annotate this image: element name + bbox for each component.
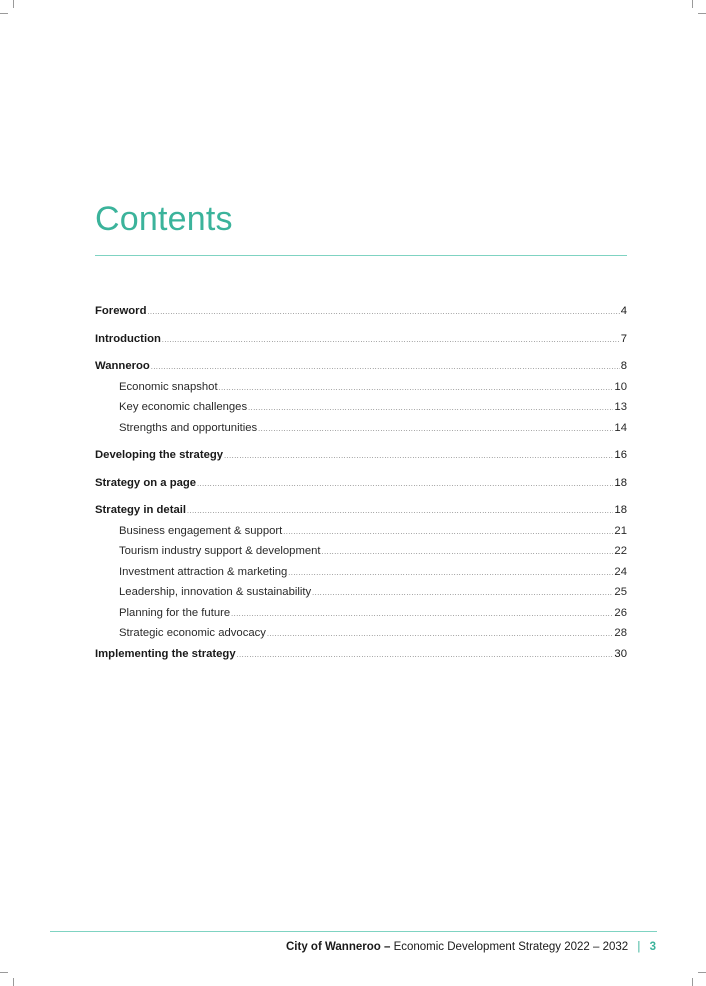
toc-entry[interactable] <box>95 446 627 467</box>
footer-divider <box>50 931 657 932</box>
toc-entry[interactable] <box>95 378 627 399</box>
toc-entry-page-number: 30 <box>614 647 627 660</box>
toc-dot-leader <box>267 625 613 645</box>
toc-entry[interactable] <box>95 474 627 495</box>
crop-mark-top-left-h <box>0 13 8 14</box>
toc-dot-leader <box>258 420 613 440</box>
toc-entry-page-number: 16 <box>614 449 627 461</box>
toc-entry-page-number: 18 <box>614 476 627 489</box>
toc-dot-leader <box>312 584 613 604</box>
toc-entry[interactable] <box>95 501 627 522</box>
toc-entry-label: Tourism industry support & development <box>119 545 321 557</box>
toc-entry-label: Strategy on a page <box>95 476 197 489</box>
crop-mark-bottom-left-v <box>13 978 14 986</box>
footer-organisation: City of Wanneroo – <box>286 941 391 953</box>
toc-dot-leader <box>237 646 614 666</box>
footer-document-title: Economic Development Strategy 2022 – 2032 <box>393 941 629 953</box>
toc-dot-leader <box>151 358 620 378</box>
toc-entry-label: Developing the strategy <box>95 449 224 461</box>
toc-entry-page-number: 13 <box>614 401 627 413</box>
toc-entry-label: Planning for the future <box>119 606 231 619</box>
toc-entry-label: Business engagement & support <box>119 524 283 537</box>
toc-entry[interactable] <box>95 624 627 645</box>
toc-entry-page-number: 25 <box>614 586 627 598</box>
crop-mark-bottom-left-h <box>0 972 8 973</box>
page-title: Contents <box>95 200 233 238</box>
toc-dot-leader <box>187 502 613 522</box>
toc-entry-label: Key economic challenges <box>119 401 248 413</box>
crop-mark-bottom-right-v <box>692 978 693 986</box>
toc-entry[interactable] <box>95 604 627 625</box>
table-of-contents <box>95 302 627 665</box>
title-divider <box>95 255 627 256</box>
toc-entry[interactable] <box>95 542 627 563</box>
toc-entry[interactable] <box>95 302 627 323</box>
crop-mark-top-left-v <box>13 0 14 8</box>
toc-dot-leader <box>248 399 613 419</box>
toc-entry-label: Strategic economic advocacy <box>119 627 266 639</box>
toc-dot-leader <box>224 447 613 467</box>
toc-entry-page-number: 22 <box>614 545 627 557</box>
toc-dot-leader <box>162 331 620 351</box>
crop-mark-bottom-right-h <box>698 972 706 973</box>
toc-entry-page-number: 7 <box>620 332 627 345</box>
footer-separator: | <box>637 941 641 953</box>
crop-mark-top-right-v <box>692 0 693 8</box>
toc-entry[interactable] <box>95 398 627 419</box>
crop-mark-top-right-h <box>698 13 706 14</box>
toc-entry-label: Investment attraction & marketing <box>119 565 288 578</box>
toc-entry-label: Wanneroo <box>95 360 150 372</box>
toc-entry-page-number: 14 <box>614 421 627 434</box>
toc-entry-label: Implementing the strategy <box>95 647 236 660</box>
toc-entry[interactable] <box>95 522 627 543</box>
toc-entry-label: Foreword <box>95 305 147 317</box>
page-footer <box>286 941 656 953</box>
footer-page-number: 3 <box>649 941 656 953</box>
toc-dot-leader <box>197 475 613 495</box>
toc-entry[interactable] <box>95 583 627 604</box>
toc-entry-page-number: 10 <box>614 380 627 393</box>
toc-entry[interactable] <box>95 357 627 378</box>
toc-entry-label: Strengths and opportunities <box>119 421 258 434</box>
toc-entry[interactable] <box>95 419 627 440</box>
toc-entry-page-number: 4 <box>620 305 627 317</box>
toc-dot-leader <box>288 564 613 584</box>
toc-entry[interactable] <box>95 645 627 666</box>
toc-entry-page-number: 26 <box>614 606 627 619</box>
toc-entry[interactable] <box>95 563 627 584</box>
toc-dot-leader <box>322 543 614 563</box>
toc-entry-page-number: 28 <box>614 627 627 639</box>
toc-dot-leader <box>231 605 613 625</box>
toc-entry-page-number: 21 <box>614 524 627 537</box>
toc-dot-leader <box>283 523 613 543</box>
toc-entry-page-number: 8 <box>620 360 627 372</box>
toc-entry-page-number: 18 <box>614 504 627 516</box>
toc-entry-label: Introduction <box>95 332 161 345</box>
toc-entry-page-number: 24 <box>614 565 627 578</box>
toc-entry-label: Leadership, innovation & sustainability <box>119 586 312 598</box>
toc-entry-label: Strategy in detail <box>95 504 187 516</box>
toc-dot-leader <box>219 379 614 399</box>
toc-dot-leader <box>147 303 619 323</box>
toc-entry-label: Economic snapshot <box>119 380 218 393</box>
toc-entry[interactable] <box>95 330 627 351</box>
